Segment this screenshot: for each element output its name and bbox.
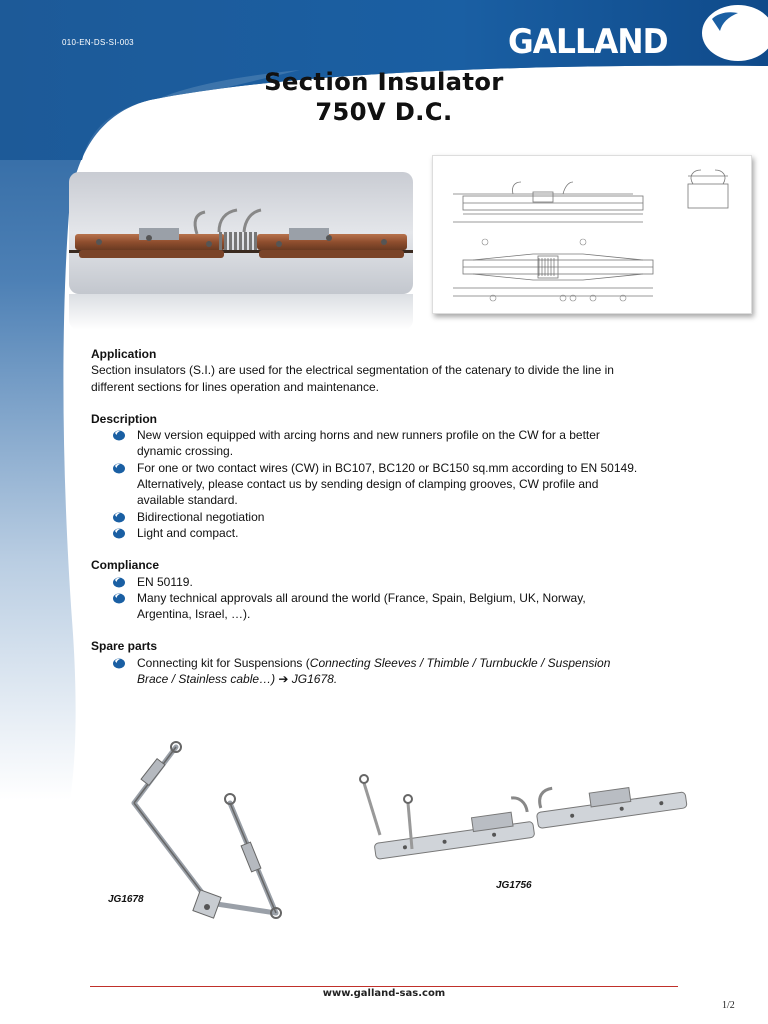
caption-kit: JG1678 bbox=[108, 894, 144, 905]
caption-si: JG1756 bbox=[496, 880, 532, 891]
logo-emblem-icon bbox=[698, 3, 768, 63]
content-body bbox=[91, 346, 691, 687]
list-item: Bidirectional negotiation bbox=[91, 509, 691, 525]
bullet-icon bbox=[112, 576, 126, 588]
section-insulator-photo bbox=[69, 172, 413, 294]
list-item: Connecting kit for Suspensions (Connecting Sleeves / Thimble / Turnbuckle / Suspension Brace / Stainless cable…) ➔ JG1678. bbox=[91, 655, 691, 688]
list-item: New version equipped with arcing horns and new runners profile on the CW for a better dynamic crossing. bbox=[91, 427, 691, 460]
bullet-icon bbox=[112, 429, 126, 441]
compliance-list bbox=[91, 574, 691, 623]
photo-reflection bbox=[69, 294, 413, 330]
application-text-line: different sections for lines operation and maintenance. bbox=[91, 379, 379, 394]
list-item: For one or two contact wires (CW) in BC107, BC120 or BC150 sq.mm according to EN 50149. Alternatively, please contact us by sending design of clamping grooves, CW profile and available standard. bbox=[91, 460, 691, 509]
section-insulator-assembly-image bbox=[342, 763, 697, 873]
document-code: 010-EN-DS-SI-003 bbox=[62, 38, 134, 47]
application-text-line: Section insulators (S.I.) are used for the electrical segmentation of the catenary to divide the line in bbox=[91, 363, 614, 378]
list-item: EN 50119. bbox=[91, 574, 691, 590]
page-title: Section Insulator bbox=[264, 68, 504, 96]
suspension-kit-image bbox=[118, 735, 298, 925]
list-item: Many technical approvals all around the world (France, Spain, Belgium, UK, Norway, Argentina, Israel, …). bbox=[91, 590, 691, 623]
footer-divider bbox=[90, 986, 678, 987]
list-item: Light and compact. bbox=[91, 525, 691, 541]
bullet-icon bbox=[112, 657, 126, 669]
brand-logo: GALLAND bbox=[508, 22, 668, 62]
bullet-icon bbox=[112, 592, 126, 604]
arrow-icon: ➔ bbox=[275, 672, 292, 687]
bullet-icon bbox=[112, 511, 126, 523]
description-heading: Description bbox=[91, 411, 158, 426]
bullet-icon bbox=[112, 462, 126, 474]
bullet-icon bbox=[112, 527, 126, 539]
compliance-heading: Compliance bbox=[91, 558, 160, 573]
spare-parts-list bbox=[91, 655, 691, 688]
description-list bbox=[91, 427, 691, 541]
footer-url: www.galland-sas.com bbox=[322, 988, 446, 999]
technical-drawing bbox=[432, 155, 752, 314]
spare-parts-heading: Spare parts bbox=[91, 639, 158, 654]
page-number: 1/2 bbox=[722, 1000, 735, 1011]
application-heading: Application bbox=[91, 347, 157, 361]
page-subtitle: 750V D.C. bbox=[315, 98, 453, 126]
